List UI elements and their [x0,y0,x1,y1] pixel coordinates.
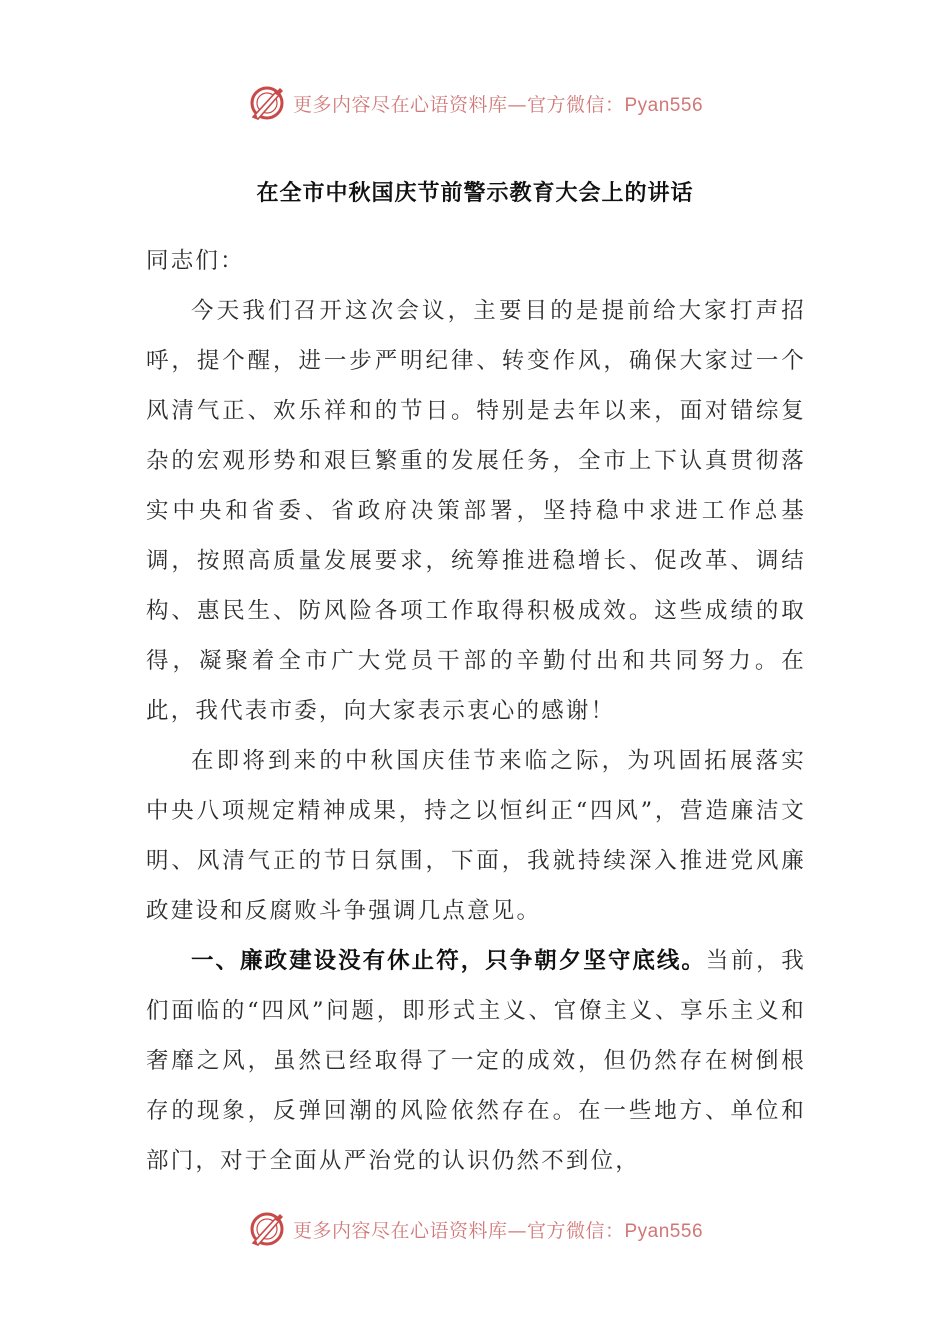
section-1-text: 当前，我们面临的“四风”问题，即形式主义、官僚主义、享乐主义和奢靡之风，虽然已经取得了一定的成效，但仍然存在树倒根存的现象，反弹回潮的风险依然存在。在一些地方、单位和部门，对于全面从严治党的认识仍然不到位， [146,948,806,1174]
banner-wechat-id: Pyan556 [624,94,704,116]
banner-content-footer [247,1209,703,1249]
banner-text-cn-footer: 更多内容尽在心语资料库—官方微信： [292,1219,625,1242]
document-body [146,236,806,1186]
section-1-paragraph [146,936,806,1186]
banner-wechat-id-footer: Pyan556 [624,1220,704,1242]
banner-content [247,83,703,123]
banner-text-footer [293,1216,703,1243]
paragraph-1: 今天我们召开这次会议，主要目的是提前给大家打声招呼，提个醒，进一步严明纪律、转变作风，确保大家过一个风清气正、欢乐祥和的节日。特别是去年以来，面对错综复杂的宏观形势和艰巨繁重的发展任务，全市上下认真贯彻落实中央和省委、省政府决策部署，坚持稳中求进工作总基调，按照高质量发展要求，统筹推进稳增长、促改革、调结构、惠民生、防风险各项工作取得积极成效。这些成绩的取得，凝聚着全市广大党员干部的辛勤付出和共同努力。在此，我代表市委，向大家表示衷心的感谢！ [146,298,806,724]
paragraph-2: 在即将到来的中秋国庆佳节来临之际，为巩固拓展落实中央八项规定精神成果，持之以恒纠正“四风”，营造廉洁文明、风清气正的节日氛围，下面，我就持续深入推进党风廉政建设和反腐败斗争强调几点意见。 [146,748,806,924]
salutation: 同志们： [146,248,245,274]
banner-text-cn: 更多内容尽在心语资料库—官方微信： [292,93,625,116]
pen-circle-icon [247,83,287,123]
banner-text [293,90,703,117]
pen-circle-icon [247,1209,287,1249]
document-title: 在全市中秋国庆节前警示教育大会上的讲话 [256,181,694,206]
section-1-heading: 一、廉政建设没有休止符，只争朝夕坚守底线。 [191,948,706,974]
footer-watermark-banner [0,1206,950,1252]
header-watermark-banner [0,80,950,126]
